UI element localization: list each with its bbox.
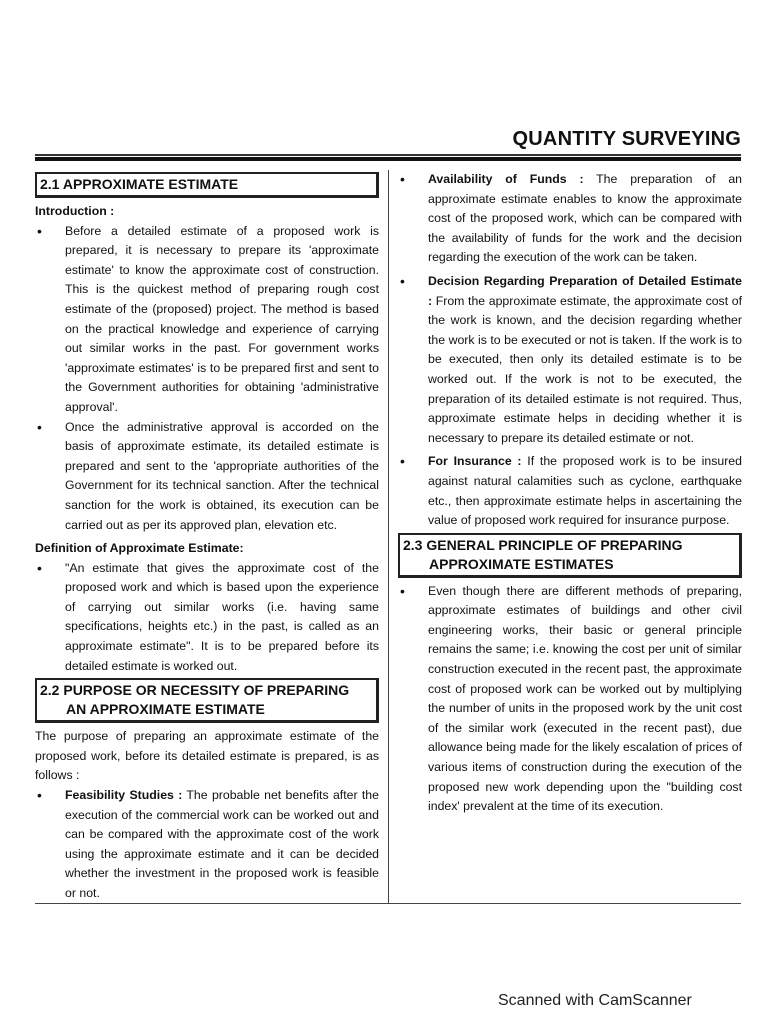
- header-rule: [35, 154, 741, 156]
- scanner-watermark: Scanned with CamScanner: [498, 992, 692, 1009]
- intro-list: [35, 222, 379, 536]
- paragraph: The purpose of preparing an approximate estimate of the proposed work, before its detailed estimate is prepared, is as follows :: [35, 729, 379, 783]
- item-title: For Insurance :: [428, 454, 522, 469]
- list-item: [398, 452, 742, 530]
- right-column: [398, 170, 742, 817]
- item-title: Availability of Funds :: [428, 172, 584, 186]
- list-item: [35, 786, 379, 904]
- definition-list: [35, 559, 379, 677]
- list-item: • Before a detailed estimate of a proposed work is prepared, it is necessary to prepare its 'approximate estimate' to know the approximate cost of construction. This is the quickest method of preparing rough cost estimate of the (proposed) project. The method is based on the practical knowledge and experience of carrying out similar works in the past. For government works 'approximate estimates' is to be prepared first and sent to the Government authorities for obtaining 'administrative approval'.: [35, 222, 379, 418]
- item-text: The preparation of an approximate estimate enables to know the approximate cost of the proposed work, which can be compared with the availability of funds for the work and the decision regarding the execution of the work can be taken.: [428, 172, 743, 265]
- list-item: [398, 272, 742, 448]
- heading-line: AN APPROXIMATE ESTIMATE: [66, 701, 265, 718]
- item-title: Decision Regarding Preparation of Detailed Estimate :: [428, 273, 742, 308]
- section-heading-2-2: [35, 678, 379, 723]
- section-heading-2-1: 2.1 APPROXIMATE ESTIMATE: [35, 172, 379, 198]
- item-title: Feasibility Studies :: [65, 788, 183, 803]
- purpose-list-cont: [398, 170, 742, 531]
- item-text: If the proposed work is to be insured against natural calamities such as cyclone, earthquake etc., then approximate estimate helps in ascertaining the value of proposed work required for insurance purpose.: [428, 454, 742, 528]
- list-item: [398, 170, 742, 268]
- column-divider: [388, 170, 389, 903]
- header-rule-thick: [35, 157, 741, 161]
- left-column: [35, 170, 379, 904]
- intro-heading: Introduction :: [35, 204, 115, 218]
- heading-line: APPROXIMATE ESTIMATES: [429, 555, 614, 572]
- page-header-title: QUANTITY SURVEYING: [512, 128, 741, 150]
- list-item: • Even though there are different methods of preparing, approximate estimates of buildings and other civil engineering works, their basic or general principle remains the same; i.e. knowing the cost per unit of similar construction executed in the recent past, the approximate cost of proposed work can be worked out by multiplying the number of units in the proposed work by the unit cost of the similar work (executed in the recent past), due allowance being made for the likely escalation of prices of various items of construction during the execution of the proposed new work depending upon the "building cost index' prevalent at the time of its execution.: [398, 582, 742, 817]
- definition-heading: Definition of Approximate Estimate:: [35, 541, 244, 556]
- list-item: • "An estimate that gives the approximate cost of the proposed work and which is based upon the experience of carrying out similar works (i.e. having same specifications, heights etc.) in the past, is called as an approximate estimate". It is to be prepared before its detailed estimate is worked out.: [35, 559, 379, 677]
- footer-rule: [35, 903, 741, 904]
- item-text: From the approximate estimate, the approximate cost of the work is known, and the decision regarding whether the work is to be executed or not is taken. If the work is to be executed, then only its detailed estimate is to be worked out. If the work is not to be executed, the preparation of its detailed estimate is not required. Thus, approximate estimate helps in deciding whether it is necessary to prepare its detailed estimate or not.: [428, 293, 742, 445]
- list-item: • Once the administrative approval is accorded on the basis of approximate estimate, its detailed estimate is prepared and sent to the 'appropriate authorities of the Government for its technical sanction. After the technical sanction for the work is obtained, its execution can be carried out as per its approved plan, elevation etc.: [35, 418, 379, 536]
- item-text: The probable net benefits after the execution of the commercial work can be worked out and can be compared with the approximate cost of the work using the approximate estimate and it can be decided whether the investment in the proposed work is feasible or not.: [65, 788, 379, 900]
- principle-list: [398, 582, 742, 817]
- section-heading-2-3: [398, 533, 742, 578]
- heading-line: 2.3 GENERAL PRINCIPLE OF PREPARING: [403, 536, 683, 553]
- purpose-list: [35, 786, 379, 904]
- heading-line: 2.2 PURPOSE OR NECESSITY OF PREPARING: [40, 682, 350, 699]
